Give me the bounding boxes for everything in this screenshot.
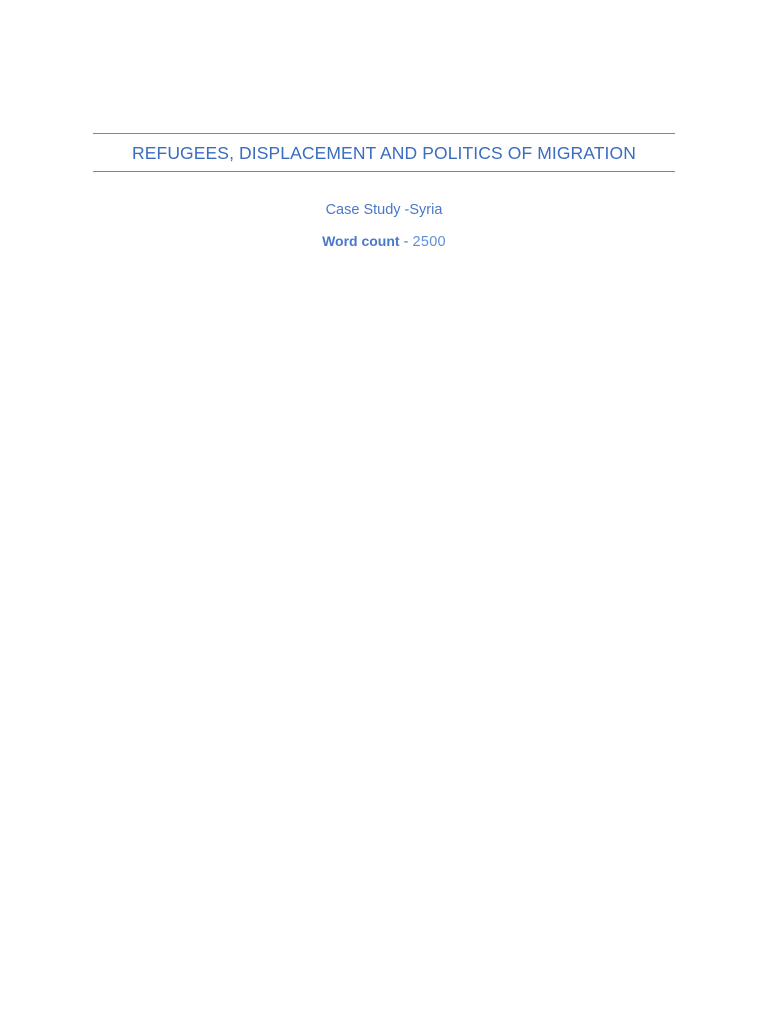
word-count-value: 2500 (412, 234, 446, 250)
document-title: REFUGEES, DISPLACEMENT AND POLITICS OF MIGRATION (132, 142, 636, 163)
word-count-line (0, 233, 768, 250)
word-count-label: Word count (322, 233, 400, 249)
case-study-line: Case Study -Syria (325, 202, 443, 218)
title-block (93, 133, 675, 172)
word-count-separator: - (399, 234, 413, 250)
